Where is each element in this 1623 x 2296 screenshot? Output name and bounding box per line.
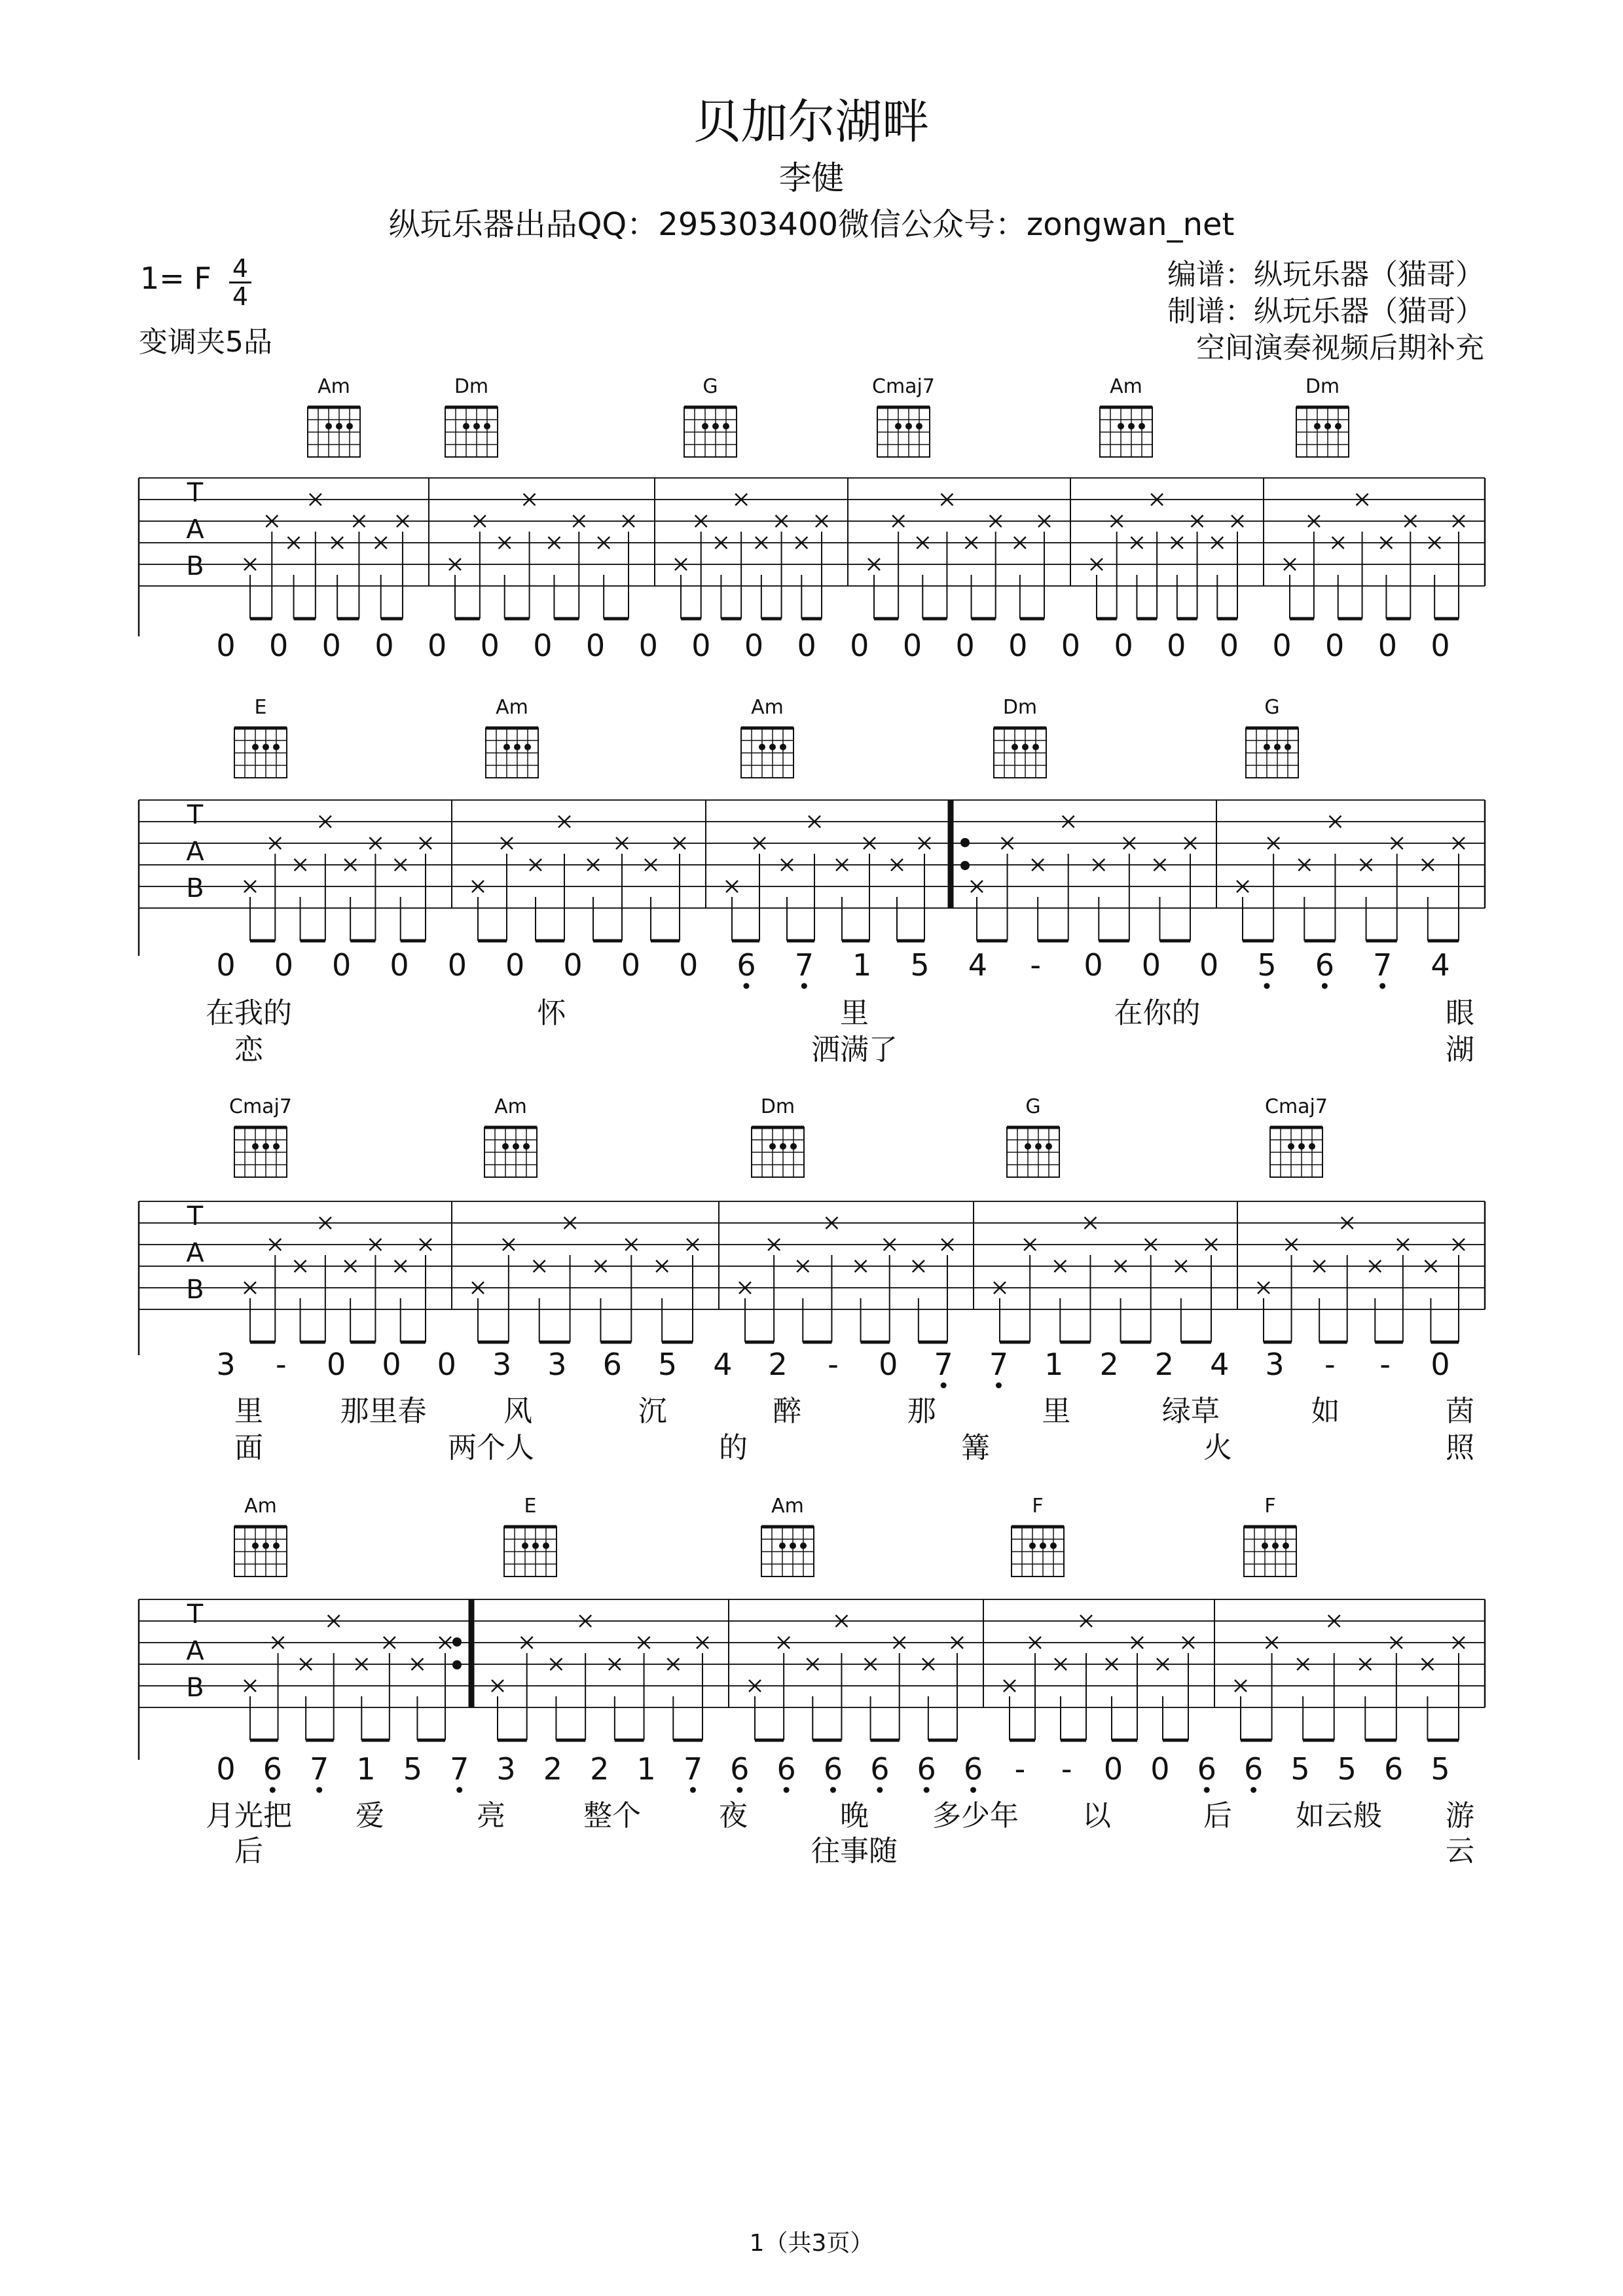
jianpu-note: 0 (691, 628, 711, 663)
finger-dot (780, 744, 786, 750)
chord-name: Am (244, 1495, 277, 1518)
jianpu-note: 0 (216, 947, 236, 983)
jianpu-note: 3 (496, 1751, 516, 1787)
capo-note: 变调夹5品 (139, 325, 272, 359)
finger-dot (523, 1143, 530, 1150)
finger-dot (1040, 1542, 1046, 1549)
jianpu-note: 6 (776, 1751, 796, 1787)
jianpu-note: 0 (879, 1347, 898, 1382)
finger-dot (1139, 423, 1145, 429)
finger-dot (336, 423, 342, 429)
finger-dot (252, 744, 259, 750)
jianpu-note: 0 (1325, 628, 1345, 663)
jianpu-note: 7 (989, 1347, 1009, 1382)
finger-dot (1262, 1542, 1268, 1549)
finger-dot (895, 423, 902, 429)
finger-dot (712, 423, 719, 429)
finger-dot (252, 1143, 259, 1150)
chord-diagram-cmaj7 (1265, 1095, 1328, 1177)
finger-dot (1285, 744, 1291, 750)
jianpu-note: 3 (547, 1347, 567, 1382)
lyric-line-1: 那 (907, 1394, 936, 1428)
jianpu-note: 5 (1290, 1751, 1310, 1787)
jianpu-note: 1 (636, 1751, 656, 1787)
jianpu-note: 0 (427, 628, 447, 663)
finger-dot (1022, 744, 1029, 750)
jianpu-note: 0 (374, 628, 394, 663)
lyric-line-1: 如 (1311, 1394, 1340, 1428)
lyric-line-2: 恋 (234, 1033, 263, 1066)
finger-dot (790, 1542, 796, 1549)
lyric-line-1: 后 (1203, 1799, 1232, 1832)
jianpu-note: - (1061, 1751, 1072, 1787)
chord-diagram-f (1012, 1495, 1064, 1576)
finger-dot (759, 744, 765, 750)
jianpu-note: 0 (1219, 628, 1239, 663)
lyric-line-1: 以 (1082, 1799, 1111, 1832)
lyric-line-1: 多少年 (932, 1799, 1019, 1832)
jianpu-note: 4 (1431, 947, 1450, 983)
low-octave-dot (1264, 983, 1270, 989)
chord-name: Am (318, 375, 350, 398)
lyric-line-1: 沉 (638, 1394, 667, 1428)
jianpu-note: 5 (910, 947, 930, 983)
low-octave-dot (1204, 1787, 1210, 1793)
finger-dot (1314, 423, 1321, 429)
finger-dot (273, 744, 280, 750)
lyric-line-1: 夜 (719, 1799, 748, 1832)
lyric-line-2: 云 (1446, 1834, 1474, 1868)
finger-dot (1264, 744, 1270, 750)
finger-dot (524, 744, 531, 750)
jianpu-note: 5 (403, 1751, 423, 1787)
finger-dot (1118, 423, 1124, 429)
tab-clef-a: A (186, 1636, 204, 1666)
jianpu-note: 6 (602, 1347, 622, 1382)
low-octave-dot (941, 1383, 947, 1389)
tab-clef-a: A (186, 837, 204, 867)
lyric-line-1: 里 (234, 1394, 263, 1428)
jianpu-note: 0 (447, 947, 467, 983)
low-octave-dot (970, 1787, 976, 1793)
low-octave-dot (737, 1787, 742, 1793)
lyric-line-1: 醉 (773, 1394, 802, 1428)
engraver-credit: 制谱：纵玩乐器（猫哥） (1167, 295, 1484, 328)
chord-diagram-g (684, 375, 737, 457)
finger-dot (263, 1542, 269, 1549)
jianpu-note: 5 (657, 1347, 678, 1382)
lyric-line-2: 火 (1203, 1431, 1232, 1465)
jianpu-note: 6 (917, 1751, 936, 1787)
jianpu-note: 6 (1384, 1751, 1404, 1787)
jianpu-note: 6 (263, 1751, 282, 1787)
performance-note: 空间演奏视频后期补充 (1196, 331, 1484, 365)
chord-name: Cmaj7 (872, 375, 935, 398)
finger-dot (1046, 1143, 1052, 1150)
jianpu-note: 6 (737, 947, 756, 983)
finger-dot (1025, 1143, 1031, 1150)
low-octave-dot (924, 1787, 930, 1793)
song-title: 贝加尔湖畔 (693, 94, 930, 149)
lyric-line-1: 如云般 (1296, 1799, 1382, 1832)
repeat-dot (960, 861, 970, 870)
finger-dot (1050, 1542, 1057, 1549)
low-octave-dot (1322, 983, 1328, 989)
low-octave-dot (456, 1787, 462, 1793)
finger-dot (473, 423, 480, 429)
jianpu-note: 0 (902, 628, 922, 663)
jianpu-note: 0 (533, 628, 553, 663)
low-octave-dot (744, 983, 750, 989)
chord-name: Am (496, 696, 528, 719)
key-signature: 1= F (140, 261, 211, 296)
jianpu-note: - (276, 1347, 287, 1382)
jianpu-note: 5 (1257, 947, 1277, 983)
finger-dot (543, 1542, 549, 1549)
chord-diagram-dm (752, 1095, 804, 1177)
finger-dot (1272, 1542, 1279, 1549)
time-signature-bottom: 4 (229, 282, 251, 310)
jianpu-note: 7 (450, 1751, 469, 1787)
jianpu-note: 0 (1377, 628, 1397, 663)
jianpu-note: 0 (1008, 628, 1028, 663)
finger-dot (346, 423, 353, 429)
low-octave-dot (690, 1787, 696, 1793)
jianpu-note: 0 (382, 1347, 401, 1382)
chord-diagram-am (741, 696, 793, 778)
chord-name: E (254, 696, 267, 719)
tab-clef-b: B (186, 1275, 204, 1305)
lyric-line-1: 那里春 (340, 1394, 427, 1428)
jianpu-note: 0 (321, 628, 341, 663)
jianpu-note: 6 (1243, 1751, 1264, 1787)
lyric-line-2: 后 (234, 1834, 263, 1868)
jianpu-note: 0 (332, 947, 352, 983)
low-octave-dot (1379, 983, 1385, 989)
lyric-line-2: 两个人 (448, 1431, 534, 1465)
chord-diagram-e (234, 696, 287, 778)
finger-dot (1298, 1143, 1305, 1150)
chord-name: Am (751, 696, 784, 719)
jianpu-note: 0 (1061, 628, 1081, 663)
finger-dot (1035, 1143, 1042, 1150)
tab-clef-b: B (186, 551, 204, 581)
lyric-line-1: 绿草 (1161, 1394, 1220, 1428)
chord-name: F (1032, 1495, 1044, 1518)
lyric-line-1: 里 (840, 996, 869, 1030)
finger-dot (905, 423, 912, 429)
chord-diagram-am (234, 1495, 287, 1576)
repeat-dot (452, 1660, 462, 1669)
finger-dot (790, 1143, 797, 1150)
jianpu-note: 7 (794, 947, 814, 983)
lyric-line-1: 晚 (840, 1799, 869, 1832)
lyric-line-2: 的 (719, 1431, 748, 1465)
finger-dot (1274, 744, 1281, 750)
tab-clef-t: T (187, 478, 204, 508)
jianpu-note: 7 (310, 1751, 329, 1787)
artist-name: 李健 (778, 159, 845, 197)
jianpu-note: 0 (563, 947, 583, 983)
jianpu-note: 3 (492, 1347, 512, 1382)
tab-clef-a: A (186, 515, 204, 545)
finger-dot (723, 423, 729, 429)
finger-dot (522, 1542, 528, 1549)
lyric-line-2: 往事随 (811, 1834, 898, 1868)
repeat-dot (452, 1637, 462, 1647)
jianpu-note: 7 (934, 1347, 953, 1382)
tab-clef-t: T (187, 1599, 204, 1630)
tab-system-1 (139, 478, 1485, 663)
finger-dot (1324, 423, 1331, 429)
finger-dot (263, 744, 269, 750)
jianpu-note: 4 (1210, 1347, 1230, 1382)
time-signature-top: 4 (232, 254, 249, 283)
lyric-line-1: 在你的 (1114, 996, 1201, 1030)
jianpu-note: 0 (744, 628, 764, 663)
tab-clef-t: T (187, 1201, 204, 1231)
jianpu-note: 0 (621, 947, 640, 983)
jianpu-note: 2 (590, 1751, 610, 1787)
low-octave-dot (316, 1787, 322, 1793)
finger-dot (769, 744, 776, 750)
jianpu-note: 0 (1167, 628, 1186, 663)
jianpu-note: 6 (1197, 1751, 1216, 1787)
lyric-line-2: 篝 (961, 1431, 990, 1465)
lyric-line-2: 洒满了 (811, 1033, 898, 1066)
jianpu-note: 1 (1044, 1347, 1064, 1382)
jianpu-note: 7 (683, 1751, 703, 1787)
jianpu-note: 0 (850, 628, 869, 663)
finger-dot (273, 1143, 280, 1150)
page-number (0, 2225, 1623, 2258)
low-octave-dot (830, 1787, 836, 1793)
finger-dot (769, 1143, 776, 1150)
jianpu-note: 4 (968, 947, 987, 983)
low-octave-dot (270, 1787, 276, 1793)
chord-name: G (1025, 1095, 1041, 1118)
jianpu-note: 7 (1373, 947, 1393, 983)
jianpu-note: 0 (1141, 947, 1161, 983)
finger-dot (1029, 1542, 1036, 1549)
page-current: 1 (749, 2230, 765, 2257)
jianpu-note: 1 (356, 1751, 376, 1787)
chord-diagram-dm (445, 375, 498, 457)
finger-dot (252, 1542, 259, 1549)
chord-name: E (524, 1495, 537, 1518)
finger-dot (779, 1542, 786, 1549)
page-total: （共3页） (764, 2230, 874, 2257)
chord-diagram-dm (1296, 375, 1349, 457)
chord-name: Am (494, 1095, 527, 1118)
chord-diagram-g (1007, 1095, 1059, 1177)
finger-dot (463, 423, 469, 429)
lyric-line-1: 里 (1042, 1394, 1071, 1428)
jianpu-note: 0 (216, 628, 236, 663)
chord-diagram-am (1100, 375, 1152, 457)
jianpu-note: 0 (679, 947, 699, 983)
jianpu-note: 0 (1084, 947, 1103, 983)
jianpu-note: 0 (1431, 628, 1450, 663)
jianpu-note: 0 (480, 628, 500, 663)
tab-clef-b: B (186, 873, 204, 903)
chord-name: Dm (1002, 696, 1038, 719)
chord-diagram-am (761, 1495, 814, 1576)
finger-dot (1283, 1542, 1289, 1549)
finger-dot (502, 1143, 509, 1150)
tab-system-4 (139, 1599, 1485, 1868)
finger-dot (513, 1143, 519, 1150)
jianpu-note: 0 (1150, 1751, 1170, 1787)
jianpu-note: - (1030, 947, 1041, 983)
jianpu-note: 0 (638, 628, 658, 663)
chord-diagram-dm (994, 696, 1046, 778)
lyric-line-2: 湖 (1446, 1033, 1474, 1066)
finger-dot (1032, 744, 1039, 750)
chord-diagram-cmaj7 (872, 375, 935, 457)
low-octave-dot (784, 1787, 790, 1793)
jianpu-note: - (1324, 1347, 1336, 1382)
chord-diagram-f (1244, 1495, 1296, 1576)
tab-clef-t: T (187, 800, 204, 830)
finger-dot (702, 423, 708, 429)
jianpu-note: 0 (1103, 1751, 1123, 1787)
low-octave-dot (996, 1383, 1002, 1389)
lyric-line-1: 眼 (1446, 996, 1474, 1030)
tab-system-3 (139, 1201, 1485, 1465)
finger-dot (916, 423, 922, 429)
chord-diagram-cmaj7 (229, 1095, 292, 1177)
jianpu-note: 1 (852, 947, 872, 983)
jianpu-note: 0 (797, 628, 816, 663)
tab-clef-b: B (186, 1673, 204, 1703)
chord-name: Dm (454, 375, 489, 398)
chord-name: Dm (1305, 375, 1340, 398)
finger-dot (484, 423, 490, 429)
finger-dot (1335, 423, 1341, 429)
chord-name: Am (771, 1495, 804, 1518)
jianpu-note: 6 (823, 1751, 843, 1787)
jianpu-note: 0 (1114, 628, 1133, 663)
tab-clef-a: A (186, 1238, 204, 1268)
finger-dot (1128, 423, 1135, 429)
jianpu-note: 6 (730, 1751, 750, 1787)
finger-dot (780, 1143, 786, 1150)
jianpu-note: 0 (1272, 628, 1292, 663)
finger-dot (1288, 1143, 1294, 1150)
lyric-line-2: 照 (1446, 1431, 1474, 1465)
jianpu-note: 6 (963, 1751, 983, 1787)
low-octave-dot (877, 1787, 883, 1793)
chord-diagram-am (308, 375, 360, 457)
jianpu-note: - (1379, 1347, 1391, 1382)
jianpu-note: 0 (437, 1347, 456, 1382)
chord-name: Cmaj7 (229, 1095, 292, 1118)
chord-name: Am (1110, 375, 1142, 398)
jianpu-note: 2 (1099, 1347, 1119, 1382)
jianpu-note: 2 (768, 1347, 788, 1382)
jianpu-note: 2 (1154, 1347, 1175, 1382)
lyric-line-1: 游 (1446, 1799, 1474, 1832)
lyric-line-1: 爱 (356, 1799, 384, 1832)
lyric-line-1: 月光把 (206, 1799, 292, 1832)
jianpu-note: 5 (1431, 1751, 1450, 1787)
jianpu-note: 4 (713, 1347, 733, 1382)
lyric-line-2: 面 (234, 1431, 263, 1465)
lyric-line-1: 亮 (477, 1799, 505, 1832)
finger-dot (325, 423, 332, 429)
finger-dot (532, 1542, 539, 1549)
chord-name: G (702, 375, 718, 398)
finger-dot (263, 1143, 269, 1150)
arranger-credit: 编谱：纵玩乐器（猫哥） (1167, 258, 1484, 291)
jianpu-note: 0 (390, 947, 409, 983)
chord-name: Cmaj7 (1265, 1095, 1328, 1118)
jianpu-note: 0 (216, 1751, 236, 1787)
jianpu-note: 0 (585, 628, 606, 663)
finger-dot (273, 1542, 280, 1549)
lyric-line-1: 怀 (537, 996, 566, 1030)
jianpu-note: 5 (1337, 1751, 1357, 1787)
jianpu-note: - (828, 1347, 839, 1382)
finger-dot (503, 744, 510, 750)
jianpu-note: 0 (955, 628, 975, 663)
lyric-line-1: 在我的 (206, 996, 292, 1030)
finger-dot (1012, 744, 1018, 750)
chord-diagram-am (486, 696, 538, 778)
jianpu-note: 3 (1265, 1347, 1285, 1382)
jianpu-note: 0 (505, 947, 525, 983)
tab-system-2 (139, 800, 1485, 1066)
chord-name: Dm (760, 1095, 795, 1118)
chord-name: F (1264, 1495, 1276, 1518)
jianpu-note: 0 (1199, 947, 1219, 983)
repeat-dot (960, 838, 970, 847)
lyric-line-1: 整个 (583, 1799, 641, 1832)
jianpu-note: 6 (1315, 947, 1334, 983)
finger-dot (514, 744, 520, 750)
publisher-credit: 纵玩乐器出品QQ：295303400微信公众号：zongwan_net (388, 206, 1235, 243)
jianpu-note: 2 (543, 1751, 563, 1787)
finger-dot (800, 1542, 807, 1549)
low-octave-dot (1250, 1787, 1256, 1793)
jianpu-note: 3 (216, 1347, 236, 1382)
jianpu-note: 6 (870, 1751, 890, 1787)
low-octave-dot (801, 983, 807, 989)
lyric-line-1: 茵 (1446, 1394, 1474, 1428)
finger-dot (1309, 1143, 1315, 1150)
jianpu-note: 0 (326, 1347, 346, 1382)
jianpu-note: 0 (274, 947, 293, 983)
chord-diagram-am (484, 1095, 537, 1177)
chord-name: G (1264, 696, 1280, 719)
jianpu-note: - (1014, 1751, 1026, 1787)
lyric-line-1: 风 (503, 1394, 533, 1428)
chord-diagram-g (1246, 696, 1298, 778)
jianpu-note: 0 (1431, 1347, 1450, 1382)
chord-diagram-e (504, 1495, 556, 1576)
jianpu-note: 0 (269, 628, 289, 663)
